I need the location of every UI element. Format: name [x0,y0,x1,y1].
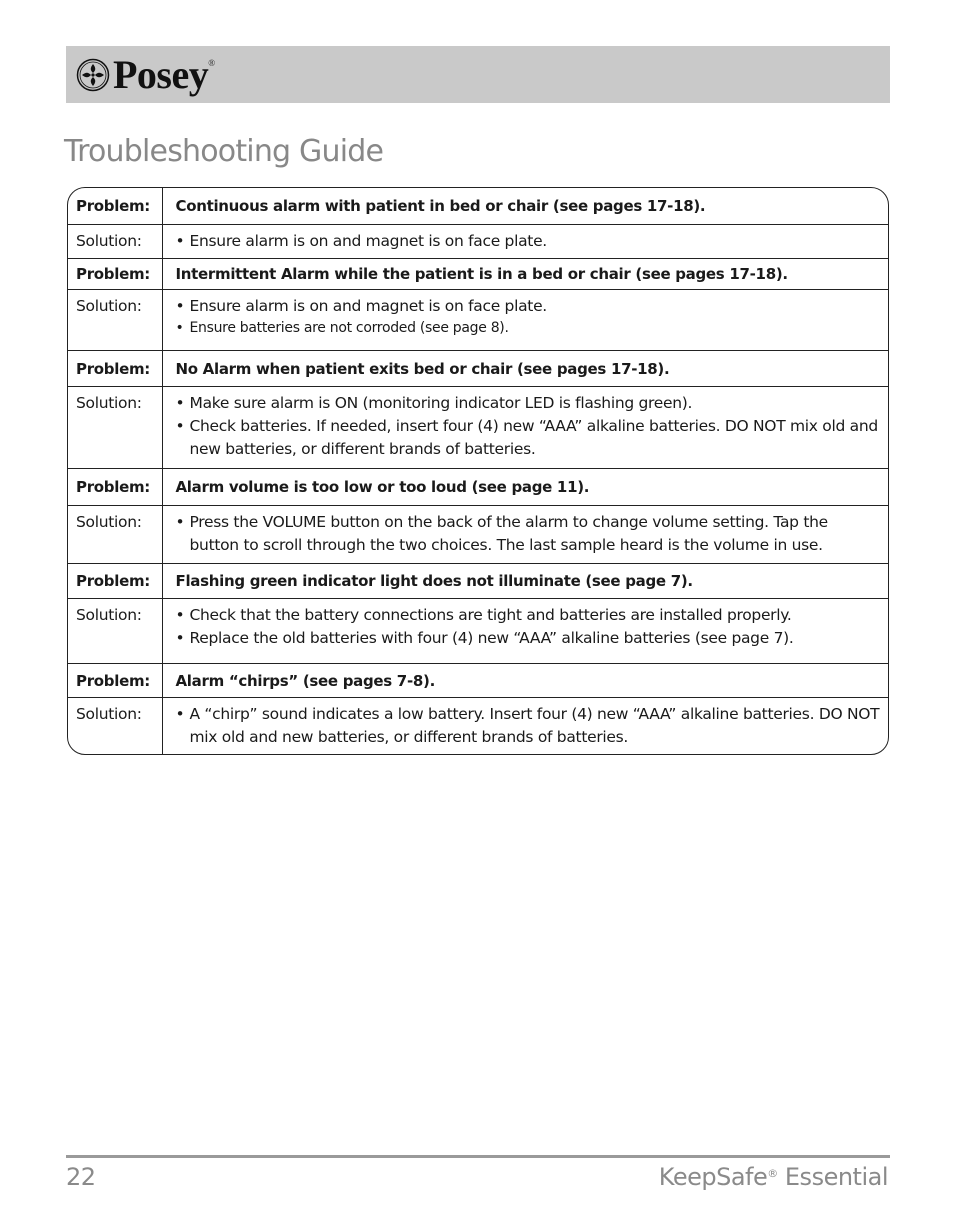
solution-text [162,224,888,258]
problem-label: Problem: [68,563,162,598]
troubleshooting-table [67,187,889,755]
solution-label: Solution: [68,289,162,350]
solution-label: Solution: [68,224,162,258]
problem-label: Problem: [68,663,162,697]
solution-item: • Check that the battery connections are tight and batteries are installed properly. [176,604,881,627]
solution-item: • Replace the old batteries with four (4) new “AAA” alkaline batteries (see page 7). [176,627,881,650]
problem-row [68,563,888,598]
page-title: Troubleshooting Guide [64,134,384,169]
posey-emblem-icon [76,58,110,92]
header-bar [66,46,890,103]
problem-label: Problem: [68,188,162,224]
problem-row [68,350,888,386]
solution-row [68,598,888,663]
solution-item: • Ensure alarm is on and magnet is on face plate. [176,295,881,318]
solution-row [68,289,888,350]
solution-label: Solution: [68,505,162,563]
problem-text: Alarm “chirps” (see pages 7-8). [162,663,888,697]
solution-text [162,598,888,663]
solution-text [162,697,888,754]
solution-item: • Press the VOLUME button on the back of the alarm to change volume setting. Tap the button to scroll through the two choices. The last sample heard is the volume in use. [176,511,881,557]
solution-text [162,386,888,468]
solution-row [68,697,888,754]
solution-row [68,386,888,468]
problem-row [68,188,888,224]
solution-item: • Ensure batteries are not corroded (see page 8). [176,318,881,338]
problem-text: Alarm volume is too low or too loud (see page 11). [162,468,888,505]
problem-label: Problem: [68,258,162,289]
solution-label: Solution: [68,386,162,468]
solution-label: Solution: [68,697,162,754]
solution-item: • Make sure alarm is ON (monitoring indicator LED is flashing green). [176,392,881,415]
page-number: 22 [66,1163,96,1191]
problem-text: Intermittent Alarm while the patient is in a bed or chair (see pages 17-18). [162,258,888,289]
logo-wordmark: Posey [113,52,209,97]
problem-text: Flashing green indicator light does not illuminate (see page 7). [162,563,888,598]
problem-row [68,258,888,289]
footer-rule [66,1155,890,1158]
problem-label: Problem: [68,468,162,505]
solution-row [68,505,888,563]
logo-registered-mark: ® [208,58,216,68]
solution-row [68,224,888,258]
product-name: KeepSafe® Essential [658,1163,888,1191]
problem-row [68,663,888,697]
solution-text [162,289,888,350]
problem-row [68,468,888,505]
solution-item: • Ensure alarm is on and magnet is on face plate. [176,230,881,253]
problem-text: Continuous alarm with patient in bed or chair (see pages 17-18). [175,197,706,215]
problem-text: No Alarm when patient exits bed or chair (see pages 17-18). [162,350,888,386]
problem-label: Problem: [68,350,162,386]
solution-text [162,505,888,563]
solution-item: • Check batteries. If needed, insert four (4) new “AAA” alkaline batteries. DO NOT mix old and new batteries, or different brands of batteries. [176,415,881,461]
solution-label: Solution: [68,598,162,663]
solution-item: • A “chirp” sound indicates a low battery. Insert four (4) new “AAA” alkaline batteries. DO NOT mix old and new batteries, or different brands of batteries. [176,703,881,749]
posey-logo [76,52,215,98]
